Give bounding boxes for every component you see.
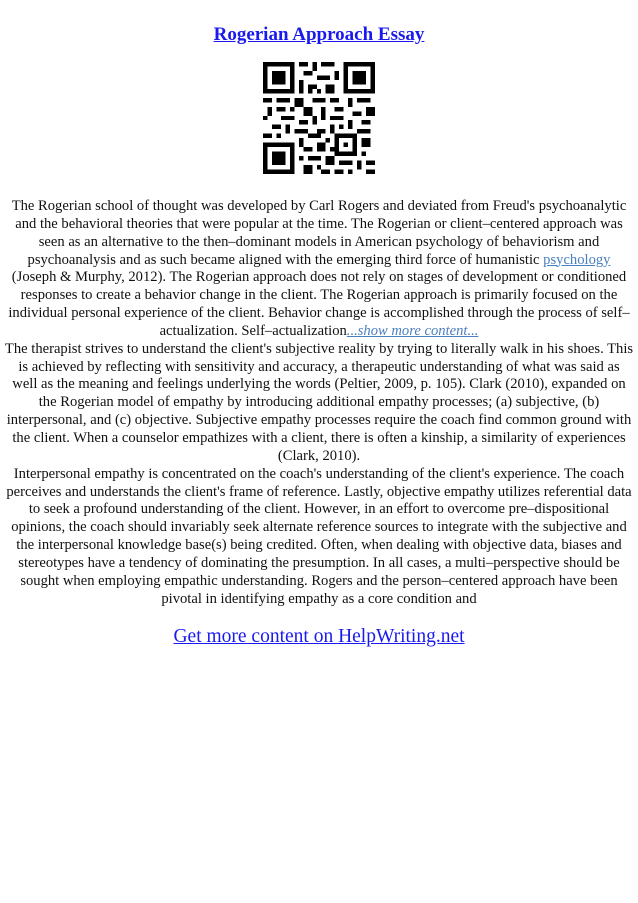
qr-code-icon[interactable]	[263, 62, 375, 174]
essay-body	[4, 198, 634, 608]
get-more-content-link[interactable]: Get more content on HelpWriting.net	[173, 626, 465, 647]
paragraph-intro-text-b: (Joseph & Murphy, 2012). The Rogerian approach does not rely on stages of development or conditioned responses to create a behavior change in the client. The Rogerian approach is primarily focused on the individual personal experience of the client. Behavior change is accomplished through the process of self–actualization. Self–actualization	[8, 269, 630, 339]
show-more-link[interactable]: ...show more content...	[346, 322, 479, 339]
paragraph-intro	[4, 198, 634, 341]
paragraph-therapist: The therapist strives to understand the client's subjective reality by trying to literally walk in his shoes. This is achieved by reflecting with sensitivity and accuracy, a therapeutic understanding of what was said as well as the meaning and feelings underlying the words (Peltier, 2009, p. 105). Clark (2010), expanded on the Rogerian model of empathy by introducing additional empathy processes; (a) subjective, (b) interpersonal, and (c) objective. Subjective empathy processes require the coach find common ground with the client. When a counselor empathizes with a client, there is often a kinship, a similarity of experiences (Clark, 2010).	[4, 340, 634, 464]
psychology-link[interactable]: psychology	[543, 251, 611, 268]
paragraph-intro-text-a: The Rogerian school of thought was developed by Carl Rogers and deviated from Freud's psychoanalytic and the behavioral theories that were popular at the time. The Rogerian or client–centered approach was seen as an alternative to the then–dominant models in American psychology of behaviorism and psychoanalysis and as such became aligned with the emerging third force of humanistic	[11, 198, 627, 268]
document-title-link[interactable]: Rogerian Approach Essay	[213, 24, 425, 45]
paragraph-interpersonal: Interpersonal empathy is concentrated on the coach's understanding of the client's experience. The coach perceives and understands the client's frame of reference. Lastly, objective empathy utilizes referential data to seek a profound understanding of the client. However, in an effort to overcome pre–dispositional opinions, the coach should invariably seek alternate reference sources to integrate with the subjective and the interpersonal knowledge base(s) being credited. Often, when dealing with objective data, biases and stereotypes have a tendency of dominating the presumption. In all cases, a multi–perspective should be sought when employing empathic understanding. Rogers and the person–centered approach have been pivotal in identifying empathy as a core condition and	[6, 465, 632, 607]
